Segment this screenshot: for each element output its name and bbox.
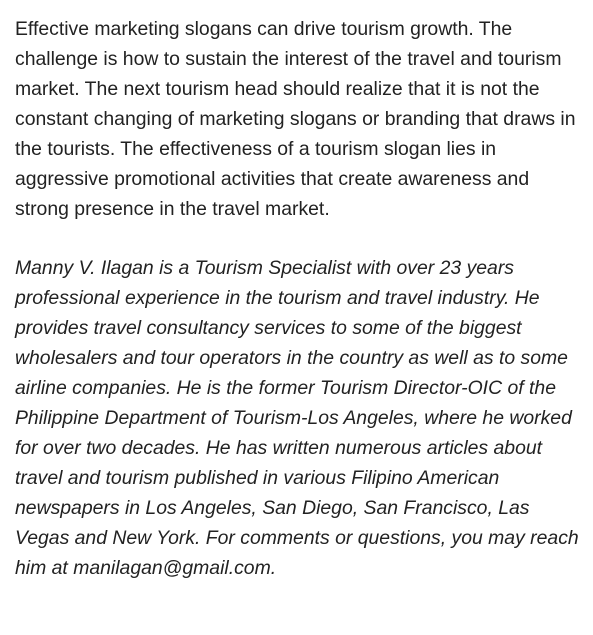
article-body-paragraph: Effective marketing slogans can drive tourism growth. The challenge is how to sustain the interest of the travel and tourism market. The next tourism head should realize that it is not the constant changing of marketing slogans or branding that draws in the tourists. The effectiveness of a tourism slogan lies in aggressive promotional activities that create awareness and strong presence in the travel market. — [15, 18, 576, 220]
author-bio-paragraph — [15, 253, 579, 583]
author-bio-end: . — [270, 557, 277, 579]
author-email-link[interactable]: manilagan@gmail.com — [73, 557, 271, 579]
author-bio-text: Manny V. Ilagan is a Tourism Specialist with over 23 years professional experience in the tourism and travel industry. He provides travel consultancy services to some of the biggest wholesalers and tour operators in the country as well as to some airline companies. He is the former Tourism Director-OIC of the Philippine Department of Tourism-Los Angeles, where he worked for over two decades. He has written numerous articles about travel and tourism published in various Filipino American newspapers in Los Angeles, San Diego, San Francisco, Las Vegas and New York. For comments or questions, you may reach him at — [15, 257, 579, 579]
